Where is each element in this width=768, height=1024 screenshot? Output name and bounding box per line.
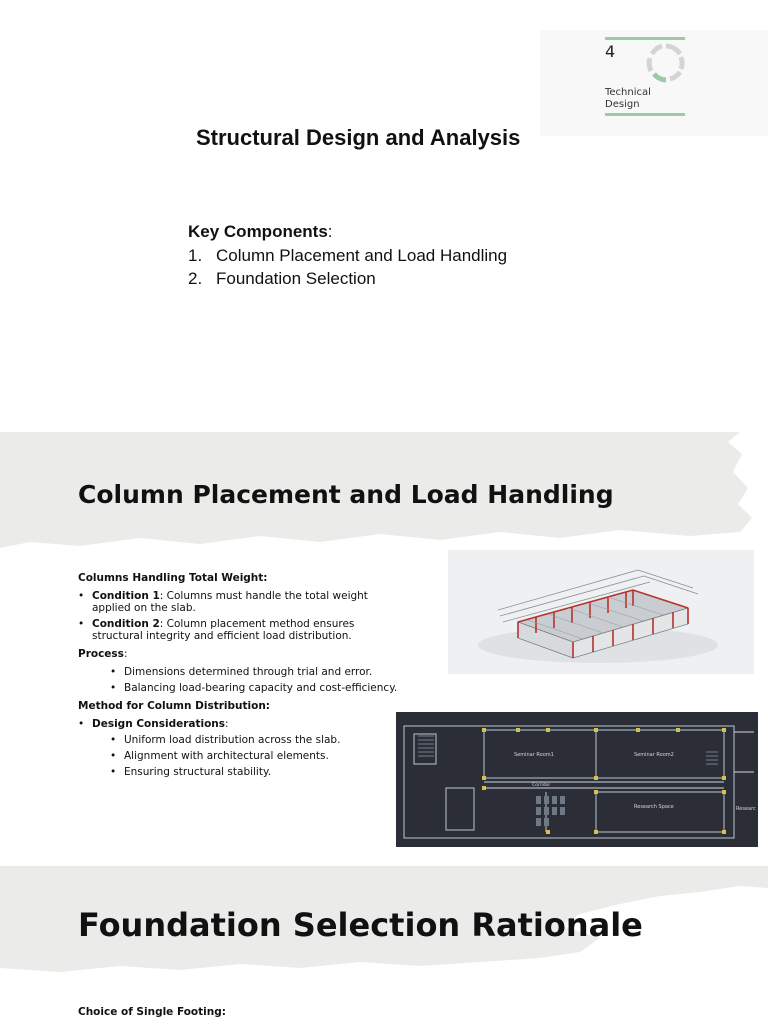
list-item: 2. Foundation Selection: [188, 269, 376, 288]
slide-title: Structural Design and Analysis: [196, 125, 521, 150]
list-item: • Ensuring structural stability.: [110, 766, 398, 778]
plan-label-research: Research Space: [634, 804, 674, 810]
list-item: • Condition 2: Column placement method ensures structural integrity and efficient load distribution.: [78, 618, 398, 642]
subheading: Columns Handling Total Weight:: [78, 572, 268, 584]
slide-3: [0, 866, 768, 1024]
process-heading: Process:: [78, 648, 128, 660]
plan-label-room1: Seminar Room1: [514, 752, 554, 758]
column-placement-text: [78, 572, 398, 784]
list-item: • Design Considerations:: [78, 718, 398, 730]
design-list: [78, 718, 398, 730]
floor-plan-image: [396, 712, 758, 847]
conditions-list: [78, 590, 398, 642]
list-item: • Uniform load distribution across the slab.: [110, 734, 398, 746]
plan-label-corridor: Corridor: [532, 783, 551, 788]
badge-divider-bottom: [605, 113, 685, 116]
slide-2: [0, 432, 768, 866]
structural-3d-model-image: [448, 550, 754, 674]
process-list: [110, 666, 398, 694]
section-number: 4: [605, 42, 616, 61]
list-item: • Balancing load-bearing capacity and cost-efficiency.: [110, 682, 398, 694]
slide-1: [0, 0, 768, 432]
slide-title: Foundation Selection Rationale: [78, 906, 643, 944]
progress-ring-icon: [646, 43, 686, 83]
list-item: • Dimensions determined through trial and error.: [110, 666, 398, 678]
section-label: Technical Design: [605, 87, 651, 110]
list-item: • Alignment with architectural elements.: [110, 750, 398, 762]
key-components-list: [188, 244, 507, 290]
list-item: • Condition 1: Columns must handle the total weight applied on the slab.: [78, 590, 398, 614]
plan-label-room2: Seminar Room2: [634, 752, 674, 758]
design-considerations-list: [110, 734, 398, 778]
plan-label-right: Researc: [736, 806, 756, 812]
badge-divider-top: [605, 37, 685, 40]
slide-title: Column Placement and Load Handling: [78, 480, 614, 509]
subheading: Choice of Single Footing:: [78, 1006, 226, 1018]
subheading: Method for Column Distribution:: [78, 700, 270, 712]
key-components-heading: Key Components:: [188, 222, 333, 241]
list-item: 1. Column Placement and Load Handling: [188, 246, 508, 265]
